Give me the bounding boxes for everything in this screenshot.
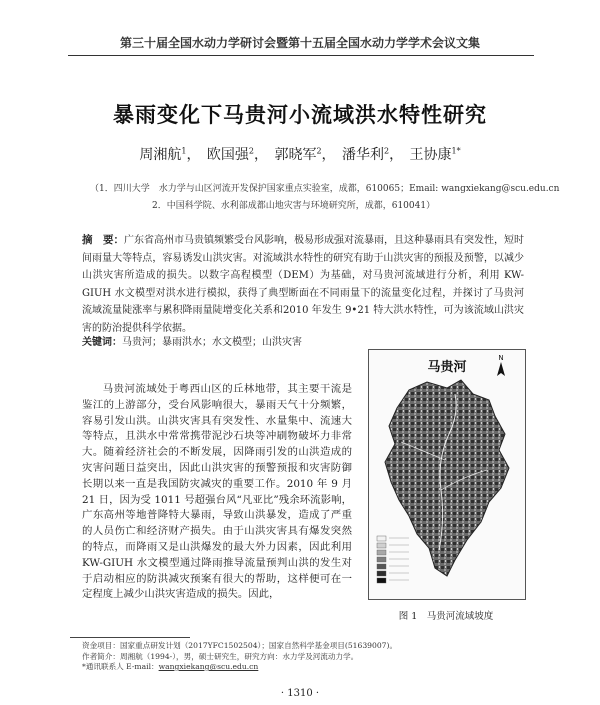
author-separator: ， bbox=[186, 147, 201, 163]
author-sup: 2 bbox=[248, 146, 254, 156]
author-separator: ， bbox=[321, 147, 336, 163]
footnote-funding: 资金项目：国家重点研发计划（2017YFC1502504）；国家自然科学基金项目(51639007)。 bbox=[82, 641, 398, 650]
abstract bbox=[82, 232, 524, 337]
watershed-boundary bbox=[385, 380, 509, 576]
author-separator: ， bbox=[254, 147, 268, 163]
body-text bbox=[82, 382, 352, 603]
author-sup: 2 bbox=[316, 146, 322, 156]
footnote-author-bio: 作者简介：周湘航（1994-），男，硕士研究生，研究方向：水力学及河流动力学。 bbox=[82, 651, 359, 661]
header-rule bbox=[68, 55, 534, 56]
author-name: 潘华利 bbox=[342, 147, 384, 163]
abstract-label: 摘 要： bbox=[82, 234, 124, 246]
footnote-contact-label: *通讯联系人 E-mail： bbox=[82, 662, 159, 671]
map-legend bbox=[377, 536, 409, 583]
author-name: 王协康 bbox=[409, 147, 452, 163]
svg-text:N: N bbox=[498, 354, 504, 362]
keywords-text: 马贵河；暴雨洪水；水文模型；山洪灾害 bbox=[122, 337, 302, 348]
paper-title: 暴雨变化下马贵河小流域洪水特性研究 bbox=[113, 103, 487, 127]
running-header: 第三十届全国水动力学研讨会暨第十五届全国水动力学学术会议文集 bbox=[119, 36, 480, 50]
contact-email-link[interactable]: wangxiekang@scu.edu.cn bbox=[158, 662, 259, 671]
keywords-label: 关键词： bbox=[82, 337, 122, 348]
watershed-map-figure bbox=[368, 349, 526, 600]
affiliation-line: （1．四川大学 水力学与山区河流开发保护国家重点实验室，成都，610065；Email: wangxiekang@scu.edu.cn bbox=[90, 184, 560, 194]
watershed-map bbox=[369, 350, 525, 599]
author-separator: ， bbox=[389, 147, 404, 163]
page-number: · 1310 · bbox=[280, 688, 320, 699]
footnotes bbox=[82, 641, 397, 673]
keywords bbox=[82, 333, 302, 348]
author-sup: 1 bbox=[181, 146, 187, 156]
footnote-rule bbox=[70, 637, 190, 638]
figure-caption: 图 1 马贵河流域坡度 bbox=[398, 611, 494, 622]
map-title: 马贵河 bbox=[427, 360, 467, 375]
footnote-contact bbox=[82, 662, 397, 673]
affiliation-line: 2．中国科学院、水利部成都山地灾害与环境研究所，成都，610041） bbox=[152, 201, 436, 211]
author-list bbox=[0, 144, 600, 164]
author-name: 郭晓军 bbox=[274, 147, 317, 163]
author-sup: 2 bbox=[384, 146, 390, 156]
abstract-text: 广东省高州市马贵镇频繁受台风影响，极易形成强对流暴雨，且这种暴雨具有突发性，短时间雨量大等特点，容易诱发山洪灾害。对流域洪水特性的研究有助于山洪灾害的预报及预警，以减少山洪灾害所造成的损失。以数字高程模型（DEM）为基础，对马贵河流域进行分析，利用 KW-GIUH 水文模型对洪水进行模拟，获得了典型断面在不同雨量下的流量变化过程，并探讨了马贵河流域流量陡涨率与累积降雨量陡增变化关系和2010 年发生 9•21 特大洪水特性，可为该流域山洪灾害的防治提供科学依据。 bbox=[82, 235, 524, 334]
author-name: 周湘航 bbox=[139, 147, 182, 163]
body-paragraph: 马贵河流域处于粤西山区的丘林地带，其主要干流是鉴江的上游部分，受台风影响很大，暴雨天气十分频繁，容易引发山洪。山洪灾害具有突发性、水量集中、流速大等特点，且洪水中常常携带泥沙石块等冲刷物破坏力非常大。随着经济社会的不断发展，因降雨引发的山洪造成的灾害问题日益突出，因此山洪灾害的预警预报和灾害防御长期以来一直是我国防灾减灾的重要工作。2010 年 9 月 21 日，因为受 1011 号超强台风“凡亚比”残余环流影响，广东高州等地普降特大暴雨，导致山洪暴发，造成了严重的人员伤亡和经济财产损失。由于山洪灾害具有爆发突然的特点，而降雨又是山洪爆发的最大外力因素，因此利用KW-GIUH 水文模型通过降雨推导流量预判山洪的发生对于启动相应的防洪减灾预案有很大的帮助，这样便可在一定程度上减少山洪灾害造成的损失。因此， bbox=[82, 383, 352, 601]
author-name: 欧国强 bbox=[206, 147, 249, 163]
author-sup: 1* bbox=[451, 146, 461, 156]
